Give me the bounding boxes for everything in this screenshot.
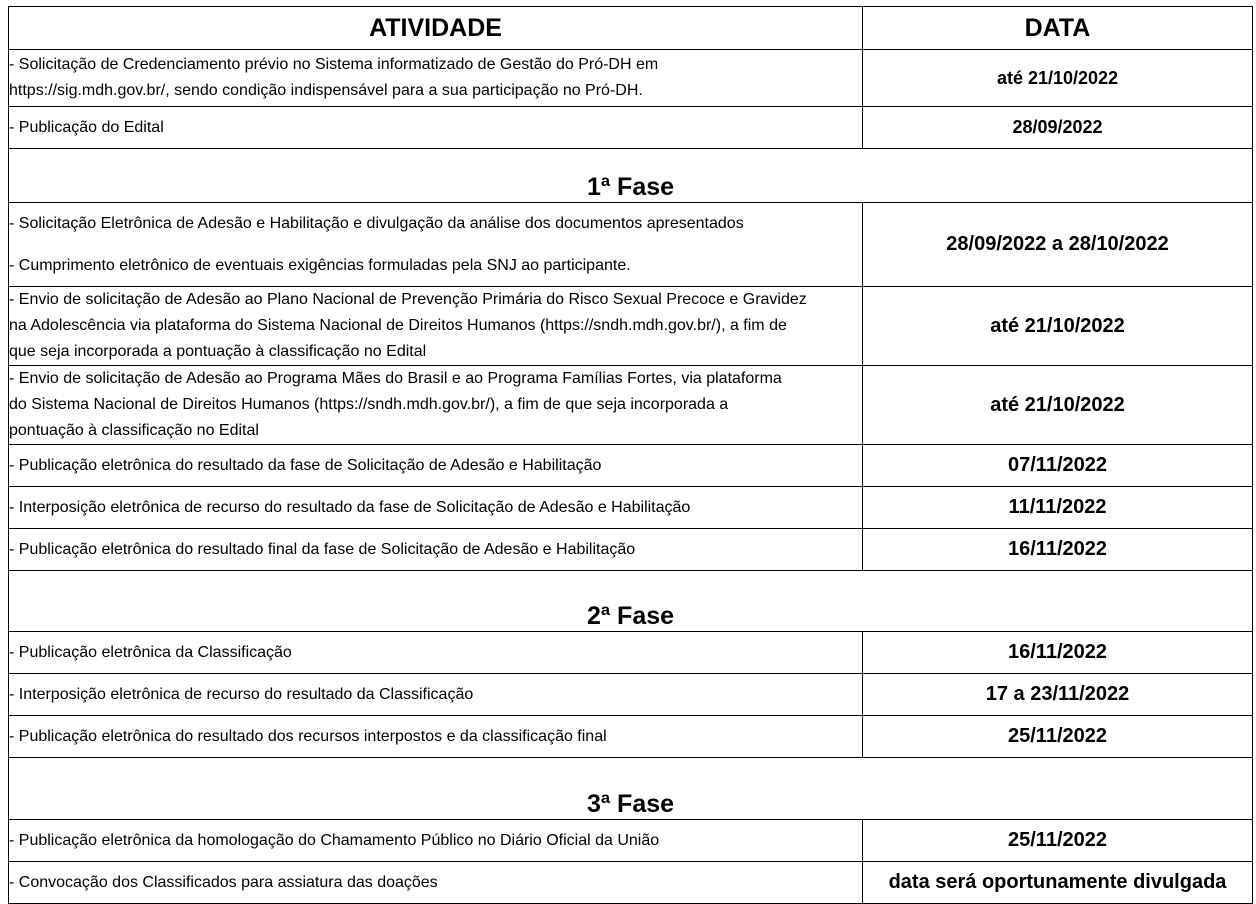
activity-line: - Publicação do Edital	[9, 118, 164, 136]
activity-cell	[9, 366, 863, 445]
date-header: DATA	[863, 7, 1253, 50]
date-cell: 07/11/2022	[863, 445, 1253, 487]
date-cell: 11/11/2022	[863, 487, 1253, 529]
activity-cell	[9, 674, 863, 716]
activity-cell	[9, 862, 863, 904]
activity-cell	[9, 632, 863, 674]
header-row	[9, 7, 1253, 50]
date-cell: 25/11/2022	[863, 716, 1253, 758]
table-row	[9, 445, 1253, 487]
date-cell: 16/11/2022	[863, 529, 1253, 571]
table-row	[9, 107, 1253, 149]
phase-title: 1ª Fase	[9, 149, 1253, 203]
table-row	[9, 716, 1253, 758]
date-cell: 25/11/2022	[863, 820, 1253, 862]
table-row	[9, 862, 1253, 904]
activity-line: pontuação à classificação no Edital	[9, 422, 259, 439]
activity-line: - Interposição eletrônica de recurso do resultado da fase de Solicitação de Adesão e Habilitação	[9, 498, 691, 516]
activity-header: ATIVIDADE	[9, 7, 863, 50]
activity-cell	[9, 287, 863, 366]
activity-line: - Interposição eletrônica de recurso do resultado da Classificação	[9, 685, 474, 703]
activity-line: - Publicação eletrônica da Classificação	[9, 643, 292, 661]
table-row	[9, 529, 1253, 571]
activity-line: na Adolescência via plataforma do Sistema Nacional de Direitos Humanos (https://sndh.mdh.gov.br/), a fim de	[9, 317, 787, 334]
date-cell: até 21/10/2022	[863, 287, 1253, 366]
activity-cell	[9, 820, 863, 862]
activity-line: https://sig.mdh.gov.br/, sendo condição indispensável para a sua participação no Pró-DH.	[9, 82, 643, 99]
activity-cell	[9, 50, 863, 107]
activity-cell	[9, 529, 863, 571]
activity-cell	[9, 487, 863, 529]
activity-cell	[9, 203, 863, 287]
date-cell: 16/11/2022	[863, 632, 1253, 674]
table-row	[9, 820, 1253, 862]
activity-line: - Envio de solicitação de Adesão ao Plano Nacional de Prevenção Primária do Risco Sexual Precoce e Gravidez	[9, 291, 807, 308]
activity-line: - Publicação eletrônica da homologação do Chamamento Público no Diário Oficial da União	[9, 831, 660, 849]
phase-row	[9, 149, 1253, 203]
activity-line: - Convocação dos Classificados para assiatura das doações	[9, 873, 438, 891]
phase-title: 3ª Fase	[9, 758, 1253, 820]
schedule-table	[8, 6, 1253, 904]
date-cell: até 21/10/2022	[863, 366, 1253, 445]
date-cell: 17 a 23/11/2022	[863, 674, 1253, 716]
activity-line: do Sistema Nacional de Direitos Humanos (https://sndh.mdh.gov.br/), a fim de que seja incorporada a	[9, 396, 729, 413]
date-cell: até 21/10/2022	[863, 50, 1253, 107]
table-row	[9, 50, 1253, 107]
phase-row	[9, 571, 1253, 632]
table-row	[9, 366, 1253, 445]
table-row	[9, 632, 1253, 674]
activity-line: - Solicitação de Credenciamento prévio no Sistema informatizado de Gestão do Pró-DH em	[9, 56, 659, 73]
activity-line: - Publicação eletrônica do resultado final da fase de Solicitação de Adesão e Habilitação	[9, 540, 636, 558]
activity-cell	[9, 716, 863, 758]
activity-line: - Solicitação Eletrônica de Adesão e Habilitação e divulgação da análise dos documentos apresentados	[9, 214, 744, 232]
table-row	[9, 674, 1253, 716]
activity-cell	[9, 107, 863, 149]
phase-title: 2ª Fase	[9, 571, 1253, 632]
date-cell: data será oportunamente divulgada	[863, 862, 1253, 904]
activity-line: - Cumprimento eletrônico de eventuais exigências formuladas pela SNJ ao participante.	[9, 256, 631, 274]
activity-line: - Publicação eletrônica do resultado da fase de Solicitação de Adesão e Habilitação	[9, 456, 602, 474]
table-row	[9, 203, 1253, 287]
date-cell: 28/09/2022	[863, 107, 1253, 149]
activity-line: que seja incorporada a pontuação à classificação no Edital	[9, 343, 427, 360]
table-row	[9, 287, 1253, 366]
phase-row	[9, 758, 1253, 820]
line-gap	[9, 237, 862, 253]
activity-cell	[9, 445, 863, 487]
activity-line: - Publicação eletrônica do resultado dos recursos interpostos e da classificação final	[9, 727, 607, 745]
table-row	[9, 487, 1253, 529]
activity-line: - Envio de solicitação de Adesão ao Programa Mães do Brasil e ao Programa Famílias Fortes, via plataforma	[9, 370, 782, 387]
date-cell: 28/09/2022 a 28/10/2022	[863, 203, 1253, 287]
